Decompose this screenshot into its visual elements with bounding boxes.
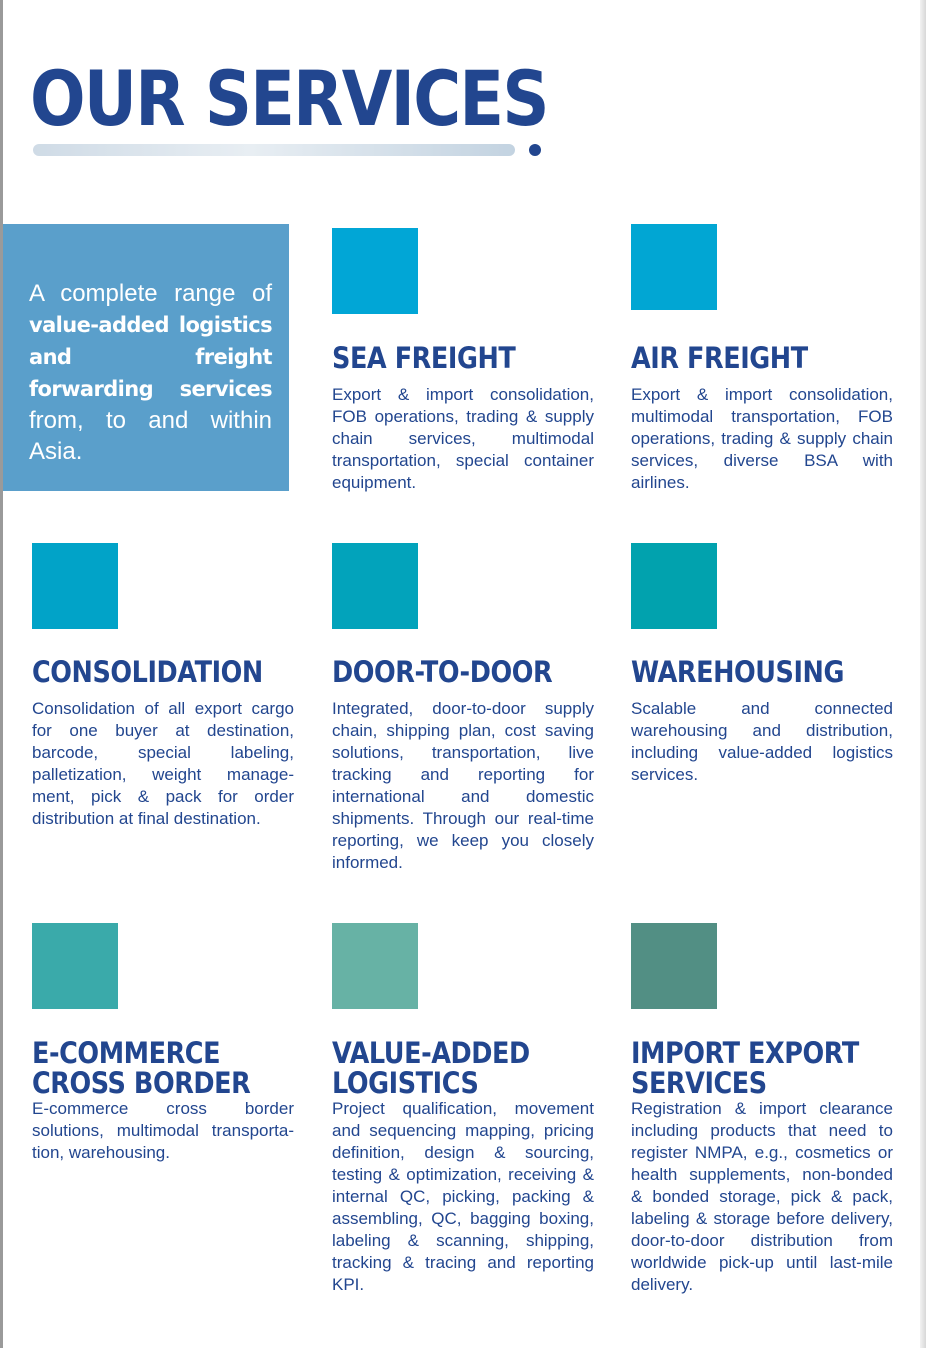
value-added-logistics-icon — [332, 923, 418, 1009]
intro-box — [3, 224, 289, 491]
air-freight-desc: Export & import consolidation, multimodal transportation, FOB operations, trading & supply chain services, diverse BSA with airlines. — [631, 385, 893, 492]
import-export-desc: Registration & import clearance including products that need to register NMPA, e.g., cosmetics or health supplements, non-bonded & bonded storage, pick & pack, labeling & storage before delivery, door-to-door distribution from worldwide pick-up until last-mile delivery. — [631, 1099, 893, 1294]
warehousing-icon — [631, 543, 717, 629]
air-freight-icon — [631, 224, 717, 310]
value-added-logistics-title-line-1: VALUE-ADDED — [332, 1036, 530, 1070]
intro-text-start: A complete range of — [29, 280, 272, 307]
value-added-logistics-title-line-2: LOGISTICS — [332, 1066, 479, 1100]
warehousing-desc: Scalable and connected warehousing and distribution, including value-added logistics services. — [631, 699, 893, 784]
value-added-logistics-title — [332, 1038, 530, 1098]
e-commerce-desc: E-commerce cross border solutions, multimodal transporta-tion, warehousing. — [32, 1099, 294, 1162]
page-title: OUR SERVICES — [30, 54, 548, 143]
import-export-title — [631, 1038, 859, 1098]
e-commerce-title-line-2: CROSS BORDER — [32, 1066, 251, 1100]
import-export-title-line-2: SERVICES — [631, 1066, 767, 1100]
page-left-edge — [0, 0, 3, 1348]
consolidation-title-line-1: CONSOLIDATION — [32, 655, 263, 689]
import-export-icon — [631, 923, 717, 1009]
door-to-door-title — [332, 657, 552, 687]
door-to-door-desc: Integrated, door-to-door supply chain, shipping plan, cost saving solutions, transportation, live tracking and reporting for international and domestic shipments. Through our real-time reporting, we keep you closely informed. — [332, 699, 594, 872]
sea-freight-title-line-1: SEA FREIGHT — [332, 341, 516, 375]
page-right-edge — [920, 0, 926, 1348]
value-added-logistics-desc: Project qualification, movement and sequencing mapping, pricing definition, design & sourcing, testing & optimization, receiving & internal QC, picking, packing & assembling, QC, bagging boxing, labeling & scanning, shipping, tracking & tracing and reporting KPI. — [332, 1099, 594, 1294]
title-dot — [529, 144, 541, 156]
consolidation-icon — [32, 543, 118, 629]
e-commerce-title — [32, 1038, 250, 1098]
sea-freight-title — [332, 343, 515, 373]
warehousing-title-line-1: WAREHOUSING — [631, 655, 844, 689]
title-underline-bar — [33, 144, 515, 156]
import-export-title-line-1: IMPORT EXPORT — [631, 1036, 859, 1070]
intro-text-end: from, to and within Asia. — [29, 407, 272, 465]
e-commerce-title-line-1: E-COMMERCE — [32, 1036, 221, 1070]
door-to-door-icon — [332, 543, 418, 629]
consolidation-desc: Consolidation of all export cargo for one buyer at destination, barcode, special labeling, palletization, weight manage-ment, pick & pack for order distribution at final destination. — [32, 699, 294, 828]
air-freight-title-line-1: AIR FREIGHT — [631, 341, 808, 375]
door-to-door-title-line-1: DOOR-TO-DOOR — [332, 655, 553, 689]
warehousing-title — [631, 657, 844, 687]
sea-freight-icon — [332, 228, 418, 314]
sea-freight-desc: Export & import consolidation, FOB operations, trading & supply chain services, multimodal transportation, special container equipment. — [332, 385, 594, 492]
intro-text-bold: value-added logistics and freight forwarding services — [29, 313, 272, 401]
e-commerce-icon — [32, 923, 118, 1009]
air-freight-title — [631, 343, 808, 373]
consolidation-title — [32, 657, 263, 687]
